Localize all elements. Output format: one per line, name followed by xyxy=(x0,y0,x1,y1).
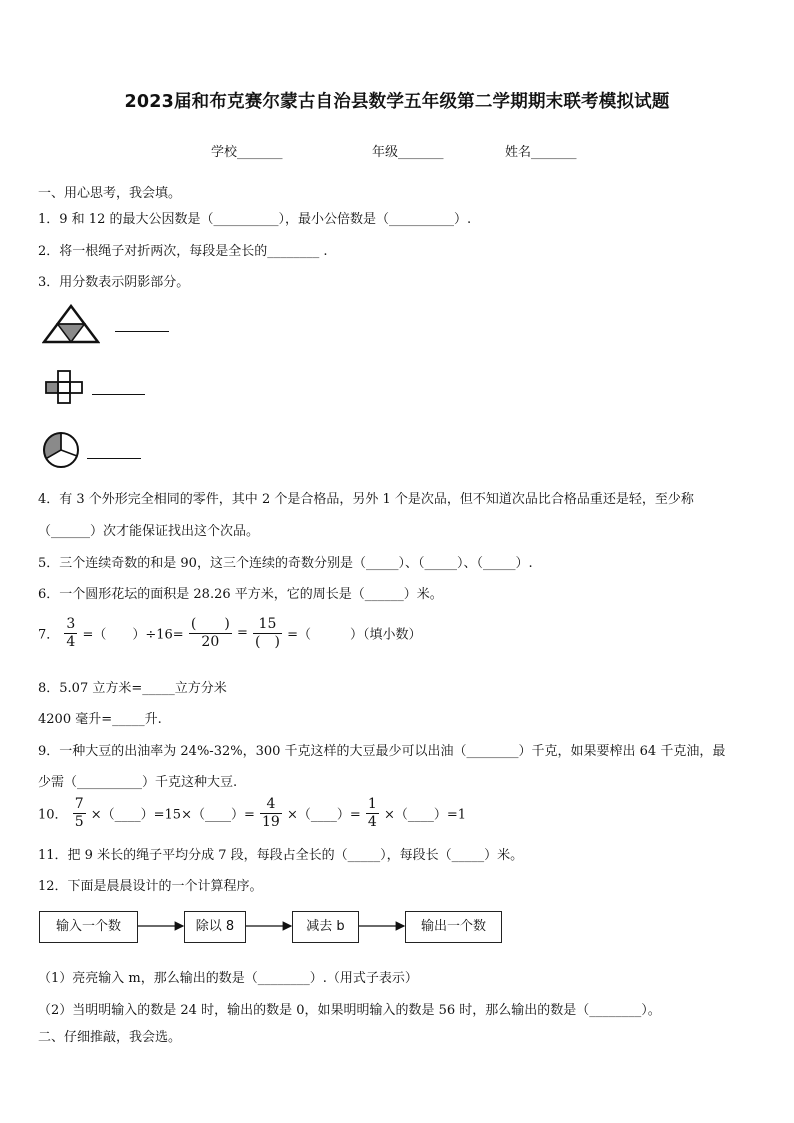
question-11: 11．把 9 米长的绳子平均分成 7 段，每段占全长的（_____），每段长（_____）米。 xyxy=(38,848,524,863)
question-3: 3．用分数表示阴影部分。 xyxy=(38,275,190,290)
q10-fraction-3 xyxy=(366,797,379,829)
q10-f1-denominator: 5 xyxy=(74,813,84,830)
cross-figure xyxy=(44,370,88,404)
question-9-line-1: 9．一种大豆的出油率为 24%-32%，300 千克这样的大豆最少可以出油（________）千克，如果要榨出 64 千克油，最 xyxy=(38,744,726,759)
grade-field: 年级_______ xyxy=(372,145,444,160)
answer-line-3 xyxy=(87,458,141,459)
q10-f2-numerator: 4 xyxy=(266,796,276,812)
q10-f2-denominator: 19 xyxy=(262,813,280,830)
section-2-heading: 二、仔细推敲，我会选。 xyxy=(38,1030,182,1045)
question-2: 2．将一根绳子对折两次，每段是全长的________ . xyxy=(38,244,328,259)
q10-number: 10． xyxy=(38,807,68,823)
question-4-line-1: 4．有 3 个外形完全相同的零件，其中 2 个是合格品，另外 1 个是次品，但不知道次品比合格品重还是轻，至少称 xyxy=(38,492,694,507)
triangle-figure xyxy=(42,304,100,344)
q10-part-2: ×（____）= xyxy=(286,807,361,823)
q7-expr-1: =（ ）÷16= xyxy=(82,627,184,643)
circle-figure xyxy=(40,432,84,468)
question-12: 12．下面是晨晨设计的一个计算程序。 xyxy=(38,879,263,894)
flow-step-divide: 除以 8 xyxy=(184,911,246,943)
question-1: 1．9 和 12 的最大公因数是（__________），最小公倍数是（__________）. xyxy=(38,212,472,227)
question-12-part-2: （2）当明明输入的数是 24 时，输出的数是 0，如果明明输入的数是 56 时，那么输出的数是（________）。 xyxy=(38,1003,661,1018)
q7-f3-denominator: ( ) xyxy=(254,633,280,650)
q10-fraction-1 xyxy=(73,797,86,829)
school-field: 学校_______ xyxy=(211,145,283,160)
q7-f2-numerator: ( ) xyxy=(190,616,230,632)
q10-part-1: ×（____）=15×（____）= xyxy=(90,807,255,823)
q10-part-3: ×（____）=1 xyxy=(383,807,467,823)
q7-fraction-2 xyxy=(189,617,232,649)
question-8-line-2: 4200 毫升=_____升. xyxy=(38,712,162,727)
answer-line-2 xyxy=(92,394,145,395)
flow-step-input: 输入一个数 xyxy=(39,911,138,943)
question-5: 5．三个连续奇数的和是 90，这三个连续的奇数分别是（_____）、（_____）、（_____）. xyxy=(38,556,533,571)
q10-f3-denominator: 4 xyxy=(367,813,377,830)
q7-f3-numerator: 15 xyxy=(258,616,277,632)
question-4-line-2: （______）次才能保证找出这个次品。 xyxy=(38,524,260,539)
q7-fraction-1 xyxy=(64,617,77,649)
q7-fraction-3 xyxy=(253,617,282,649)
q7-f2-denominator: 20 xyxy=(201,633,220,650)
question-10 xyxy=(38,797,466,829)
q7-number: 7． xyxy=(38,627,60,643)
q7-expr-2: = xyxy=(236,625,248,641)
q10-f1-numerator: 7 xyxy=(74,796,84,812)
question-7 xyxy=(38,617,421,649)
q10-f3-numerator: 1 xyxy=(367,796,377,812)
answer-line-1 xyxy=(115,331,169,332)
question-8-line-1: 8．5.07 立方米=_____立方分米 xyxy=(38,681,227,696)
question-9-line-2: 少需（__________）千克这种大豆. xyxy=(38,775,238,790)
q7-f1-numerator: 3 xyxy=(66,616,76,632)
q10-fraction-2 xyxy=(260,797,282,829)
section-1-heading: 一、用心思考，我会填。 xyxy=(38,186,182,201)
question-12-part-1: （1）亮亮输入 m，那么输出的数是（________）.（用式子表示） xyxy=(38,971,418,986)
page-title: 2023届和布克赛尔蒙古自治县数学五年级第二学期期末联考模拟试题 xyxy=(124,92,670,112)
q7-tail: =（ ）（填小数） xyxy=(287,627,422,643)
name-field: 姓名_______ xyxy=(505,145,577,160)
flow-step-subtract: 减去 b xyxy=(292,911,359,943)
flow-step-output: 输出一个数 xyxy=(405,911,502,943)
question-6: 6．一个圆形花坛的面积是 28.26 平方米，它的周长是（______）米。 xyxy=(38,587,443,602)
q7-f1-denominator: 4 xyxy=(66,633,76,650)
